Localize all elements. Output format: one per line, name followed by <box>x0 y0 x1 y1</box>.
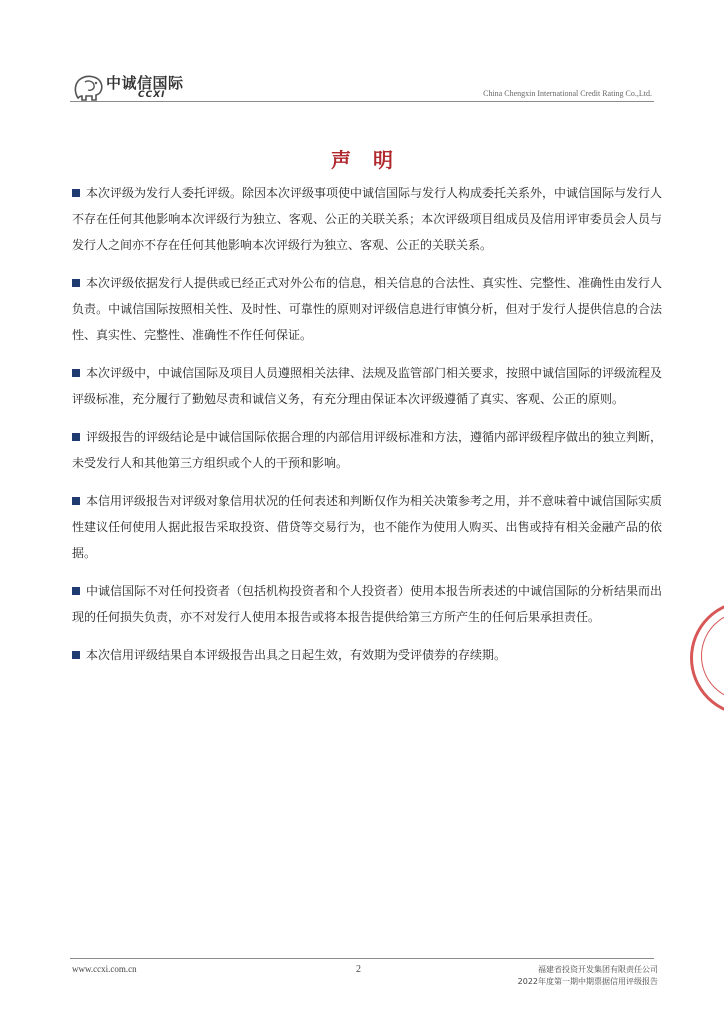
statement-paragraph: 评级报告的评级结论是中诚信国际依据合理的内部信用评级标准和方法，遵循内部评级程序做出的独立判断，未受发行人和其他第三方组织或个人的干预和影响。 <box>72 430 663 470</box>
header-divider <box>70 101 654 102</box>
logo-brand-en: CCXI <box>138 90 166 100</box>
company-name-en: China Chengxin International Credit Rating Co.,Ltd. <box>483 89 652 98</box>
page-number: 2 <box>356 964 361 975</box>
statement-paragraph: 本次信用评级结果自本评级报告出具之日起生效，有效期为受评债券的存续期。 <box>72 642 662 668</box>
page-title: 声明 <box>331 148 415 172</box>
company-seal-stamp <box>690 600 724 716</box>
square-bullet-icon <box>72 189 80 197</box>
footer-divider <box>70 958 654 959</box>
seal-inner-ring <box>701 611 724 701</box>
square-bullet-icon <box>72 279 80 287</box>
statement-paragraph: 本信用评级报告对评级对象信用状况的任何表述和判断仅作为相关决策参考之用，并不意味着中诚信国际实质性建议任何使用人据此报告采取投资、借贷等交易行为，也不能作为使用人购买、出售或持有相关金融产品的依据。 <box>72 494 663 560</box>
statement-paragraph: 本次评级中，中诚信国际及项目人员遵照相关法律、法规及监管部门相关要求，按照中诚信国际的评级流程及评级标准，充分履行了勤勉尽责和诚信义务，有充分理由保证本次评级遵循了真实、客观、公正的原则。 <box>72 366 663 406</box>
elephant-logo-icon <box>72 72 106 104</box>
square-bullet-icon <box>72 497 80 505</box>
logo-brand-cn: 中诚信国际 <box>106 74 184 92</box>
statement-paragraph: 中诚信国际不对任何投资者（包括机构投资者和个人投资者）使用本报告所表述的中诚信国际的分析结果而出现的任何损失负责，亦不对发行人使用本报告或将本报告提供给第三方所产生的任何后果承担责任。 <box>72 584 663 624</box>
footer-issuer: 福建省投资开发集团有限责任公司 <box>538 965 658 974</box>
statement-paragraph: 本次评级依据发行人提供或已经正式对外公布的信息，相关信息的合法性、真实性、完整性、准确性由发行人负责。中诚信国际按照相关性、及时性、可靠性的原则对评级信息进行审慎分析，但对于发行人提供信息的合法性、真实性、完整性、准确性不作任何保证。 <box>72 276 663 342</box>
footer-report-info <box>518 964 658 988</box>
footer-report-title: 2022年度第一期中期票据信用评级报告 <box>517 977 658 986</box>
statement-paragraph: 本次评级为发行人委托评级。除因本次评级事项使中诚信国际与发行人构成委托关系外，中诚信国际与发行人不存在任何其他影响本次评级行为独立、客观、公正的关联关系；本次评级项目组成员及信用评审委员会人员与发行人之间亦不存在任何其他影响本次评级行为独立、客观、公正的关联关系。 <box>72 186 663 252</box>
square-bullet-icon <box>72 587 80 595</box>
square-bullet-icon <box>72 651 80 659</box>
statement-body <box>72 180 662 680</box>
square-bullet-icon <box>72 369 80 377</box>
footer-website: www.ccxi.com.cn <box>72 964 137 974</box>
square-bullet-icon <box>72 433 80 441</box>
